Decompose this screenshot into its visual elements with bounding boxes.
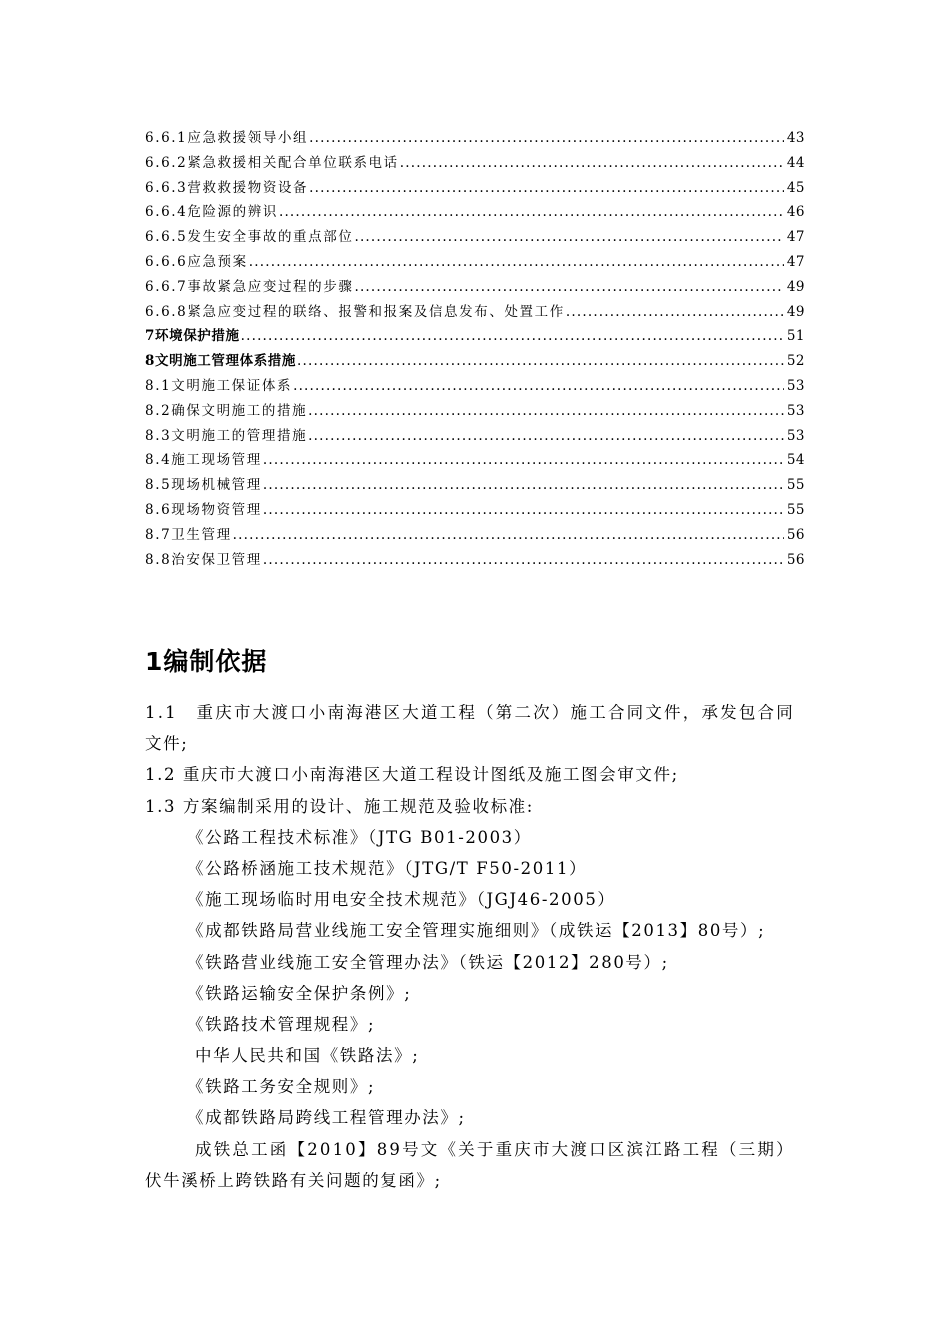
toc-entry-page: 46 (786, 204, 805, 221)
toc-entry-page: 53 (786, 377, 805, 394)
toc-entry-page: 49 (786, 303, 805, 320)
toc-leader-dots (309, 180, 784, 196)
toc-entry-page: 43 (786, 130, 805, 146)
toc-entry-title: 6.6.5发生安全事故的重点部位 (145, 229, 354, 246)
toc-leader-dots (241, 328, 784, 344)
standard-item: 《铁路运输安全保护条例》; (187, 983, 412, 1003)
toc-entry-page: 54 (786, 452, 805, 469)
toc-entry-title: 8.1文明施工保证体系 (145, 377, 293, 394)
standard-item: 《公路桥涵施工技术规范》（JTG/T F50-2011） (187, 858, 588, 878)
toc-entry-title: 8.3文明施工的管理措施 (145, 427, 308, 444)
toc-entry-title: 7环境保护措施 (145, 328, 240, 345)
toc-entry-title: 6.6.4危险源的辨识 (145, 204, 278, 221)
toc-entry[interactable] (145, 448, 805, 473)
toc-entry[interactable] (145, 176, 805, 201)
toc-entry-page: 47 (786, 229, 805, 246)
toc-leader-dots (263, 452, 784, 468)
toc-entry[interactable] (145, 498, 805, 523)
standard-item: 《成都铁路局跨线工程管理办法》; (187, 1108, 466, 1128)
toc-entry-page: 47 (786, 253, 805, 270)
toc-entry-page: 56 (786, 551, 805, 568)
toc-entry[interactable] (145, 473, 805, 498)
toc-leader-dots (233, 527, 784, 543)
toc-entry-page: 45 (786, 179, 805, 196)
toc-entry-title: 6.6.8紧急应变过程的联络、报警和报案及信息发布、处置工作 (145, 303, 565, 320)
toc-leader-dots (293, 378, 784, 394)
toc-leader-dots (354, 229, 783, 245)
toc-entry-title: 6.6.1应急救援领导小组 (145, 130, 309, 146)
toc-entry-title: 8.8治安保卫管理 (145, 551, 262, 568)
toc-entry-chapter[interactable] (145, 349, 805, 374)
toc-entry-page: 53 (786, 402, 805, 419)
toc-leader-dots (263, 477, 784, 493)
standard-item: 《公路工程技术标准》（JTG B01-2003） (187, 827, 532, 847)
toc-leader-dots (354, 279, 783, 295)
paragraph-line: 伏牛溪桥上跨铁路有关问题的复函》; (145, 1170, 442, 1190)
toc-entry-title: 6.6.6应急预案 (145, 253, 248, 270)
standard-item: 《铁路工务安全规则》; (187, 1077, 376, 1097)
toc-leader-dots (308, 403, 784, 419)
toc-leader-dots (566, 304, 784, 320)
toc-entry[interactable] (145, 424, 805, 449)
toc-leader-dots (263, 552, 784, 568)
toc-leader-dots (263, 502, 784, 518)
toc-entry[interactable] (145, 399, 805, 424)
toc-entry[interactable] (145, 126, 805, 151)
toc-entry[interactable] (145, 548, 805, 573)
paragraph-line: 1.1 重庆市大渡口小南海港区大道工程（第二次）施工合同文件，承发包合同 (145, 703, 795, 722)
toc-entry-title: 8.4施工现场管理 (145, 452, 262, 469)
toc-entry-page: 51 (786, 328, 805, 345)
toc-entry-page: 55 (786, 501, 805, 518)
toc-entry-title: 8.2确保文明施工的措施 (145, 402, 308, 419)
toc-entry-page: 49 (786, 278, 805, 295)
standard-item: 《施工现场临时用电安全技术规范》（JGJ46-2005） (187, 890, 616, 910)
paragraph-line: 1.3 方案编制采用的设计、施工规范及验收标准: (145, 796, 534, 816)
standard-item: 中华人民共和国《铁路法》; (195, 1046, 420, 1066)
toc-entry-title: 8.5现场机械管理 (145, 477, 262, 494)
toc-leader-dots (400, 155, 784, 171)
toc-entry-page: 56 (786, 526, 805, 543)
standard-item: 成铁总工函【2010】89号文《关于重庆市大渡口区滨江路工程（三期） (195, 1139, 795, 1159)
toc-entry-page: 52 (786, 353, 805, 370)
toc-entry-title: 6.6.7事故紧急应变过程的步骤 (145, 278, 354, 295)
toc-entry[interactable] (145, 275, 805, 300)
toc-entry-chapter[interactable] (145, 324, 805, 349)
toc-leader-dots (279, 204, 784, 220)
toc-entry-page: 44 (786, 154, 805, 171)
standard-item: 《铁路营业线施工安全管理办法》（铁运【2012】280号）; (187, 952, 669, 972)
toc-leader-dots (308, 428, 784, 444)
toc-leader-dots (297, 353, 784, 369)
standard-item: 《成都铁路局营业线施工安全管理实施细则》（成铁运【2013】80号）; (187, 921, 766, 941)
toc-entry[interactable] (145, 374, 805, 399)
toc-entry-title: 8.6现场物资管理 (145, 501, 262, 518)
toc-entry-title: 8.7卫生管理 (145, 526, 232, 543)
table-of-contents (145, 126, 805, 572)
section-heading: 1编制依据 (145, 647, 268, 676)
toc-entry-page: 55 (786, 477, 805, 494)
paragraph-line: 文件; (145, 734, 189, 754)
toc-entry-title: 6.6.2紧急救援相关配合单位联系电话 (145, 154, 399, 171)
toc-leader-dots (309, 130, 784, 146)
toc-entry-title: 8文明施工管理体系措施 (145, 353, 296, 370)
toc-leader-dots (249, 254, 784, 270)
toc-entry[interactable] (145, 300, 805, 325)
toc-entry[interactable] (145, 523, 805, 548)
toc-entry[interactable] (145, 225, 805, 250)
section-body (145, 697, 807, 1196)
paragraph-line: 1.2 重庆市大渡口小南海港区大道工程设计图纸及施工图会审文件; (145, 765, 679, 785)
toc-entry[interactable] (145, 200, 805, 225)
standard-item: 《铁路技术管理规程》; (187, 1014, 376, 1034)
toc-entry[interactable] (145, 151, 805, 176)
toc-entry-page: 53 (786, 427, 805, 444)
toc-entry-title: 6.6.3营救救援物资设备 (145, 179, 309, 196)
toc-entry[interactable] (145, 250, 805, 275)
